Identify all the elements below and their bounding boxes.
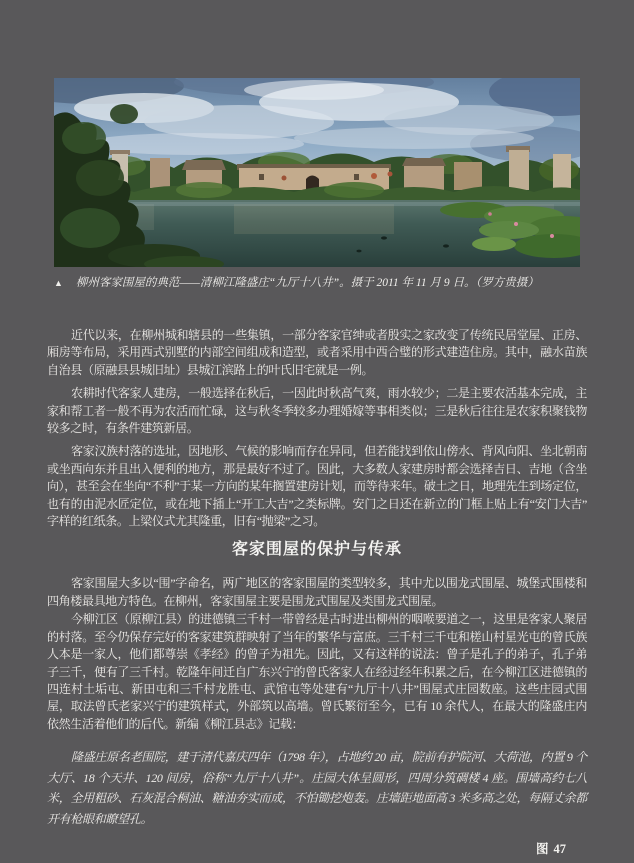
intro-paragraph-3: 客家汉族村落的选址，因地形、气候的影响而存在异同，但若能找到依山傍水、背风向阳、坐北朝南或坐西向东并且出入便利的地方，那是最好不过了。因此，大多数人家建房时都会选择吉日、吉地（含坐向），甚至会在坐向“不利”于某一方向的某年搁置建房计划，而等待来年。破土之日，地理先生到场定位，也有的由泥水匠定位，或在地下插上“开工大吉”之类标牌。安门之日还在新立的门框上贴上有“安门大吉”字样的红纸条。上梁仪式尤其隆重，旧有“抛梁”之习。 bbox=[47, 444, 587, 529]
county-annals-quote: 隆盛庄原名老围院，建于清代嘉庆四年（1798 年），占地约 20 亩，院前有护院河、大荷池，内置 9 个大厅、18 个天井、120 间房，俗称“九厅十八井”。庄园大体呈圆形，四周分筑碉楼 4 座。围墙高约七八米，全用粗砂、石灰混合桐油、糖油夯实而成，不怕锄挖炮轰。庄墙距地面高 3 米多高之处，每隔丈余都开有枪眼和瞭望孔。 bbox=[47, 750, 587, 826]
page-footer bbox=[47, 839, 566, 857]
triangle-marker-icon: ▲ bbox=[54, 278, 63, 288]
page-number: 47 bbox=[553, 841, 566, 856]
intro-paragraph-1: 近代以来，在柳州城和辖县的一些集镇，一部分客家官绅或者殷实之家改变了传统民居堂屋、正房、厢房等布局，采用西式别墅的内部空间组成和造型，或者采用中西合璧的形式建造住房。其中，融水苗族自治县（原融县县城旧址）县城江滨路上的叶氏旧宅就是一例。 bbox=[47, 328, 587, 377]
footer-label: 图 bbox=[535, 841, 549, 856]
section-paragraph-2: 今柳江区（原柳江县）的进德镇三千村一带曾经是古时进出柳州的咽喉要道之一，这里是客家人聚居的村落。至今仍保存完好的客家建筑群映射了当年的繁华与富庶。三千村三千屯和槎山村星光屯的曾氏族人本是一家人，他们都尊崇《孝经》的曾子为祖先。因此，又有这样的说法：曾子是孔子的弟子，孔子弟子三千，便有了三千村。乾隆年间迁自广东兴宁的曾氏客家人在经过经年积累之后，在今柳江区进德镇的四连村土垢屯、新田屯和三千村龙胜屯、武馆屯等处建有“九厅十八井”围屋式庄园数座。这些庄园式围屋，取法曾氏老家兴宁的建筑样式，外部筑以高墙。曾氏繁衍至今，已有 10 余代人，在最大的隆盛庄内依然生活着他们的后代。新编《柳江县志》记载： bbox=[47, 612, 587, 731]
photo-caption bbox=[54, 276, 580, 290]
section-paragraph-1: 客家围屋大多以“围”字命名，两广地区的客家围屋的类型较多，其中尤以围龙式围屋、城堡式围楼和四角楼最具地方特色。在柳州，客家围屋主要是围龙式围屋及类围龙式围屋。 bbox=[47, 576, 587, 608]
photo-figure bbox=[54, 78, 580, 290]
article-body bbox=[47, 327, 587, 830]
hakka-enclosed-house-photo bbox=[54, 78, 580, 267]
section-heading: 客家围屋的保护与传承 bbox=[231, 541, 402, 559]
intro-paragraph-2: 农耕时代客家人建房，一般选择在秋后，一因此时秋高气爽，雨水较少；二是主要农活基本完成，主家和帮工者一般不再为农活而忙碌，这与秋冬季较多办理婚嫁等事相类似；三是秋后往往是农家积聚钱物较多之时，有条件建筑新居。 bbox=[47, 386, 587, 436]
photo-caption-text: 柳州客家围屋的典范——清柳江隆盛庄“九厅十八井”。摄于 2011 年 11 月 9 日。（罗方贵摄） bbox=[75, 277, 539, 289]
